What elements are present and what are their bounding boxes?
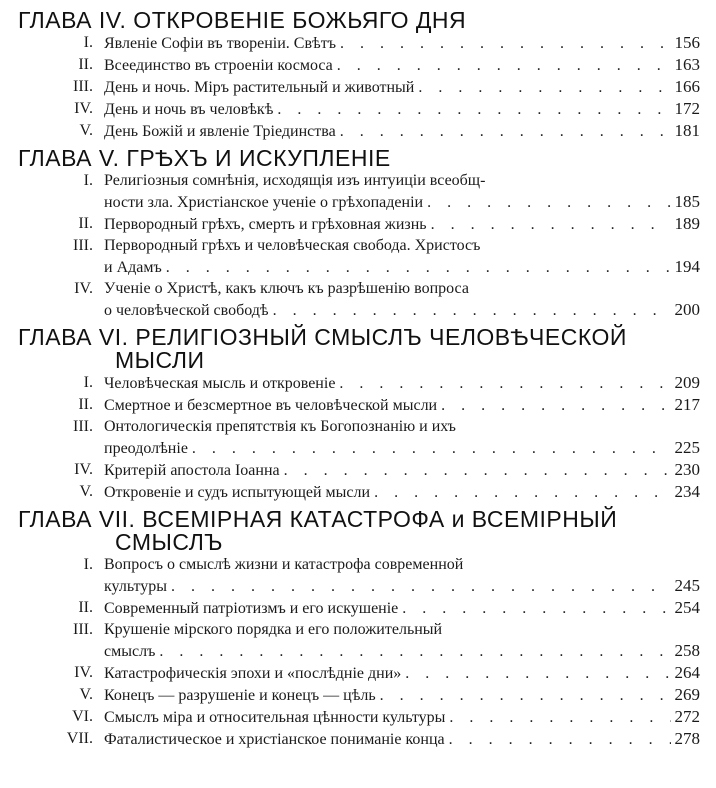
- leader-dots: [405, 663, 670, 684]
- entry-number: VI.: [72, 708, 93, 725]
- toc-entry: [0, 684, 716, 706]
- entry-title: Фаталистическое и христіанское пониманіе конца: [104, 731, 445, 748]
- chapter-7: [0, 503, 716, 750]
- leader-dots: [427, 192, 670, 213]
- chapter-heading: ГЛАВА VII. ВСЕМІРНАЯ КАТАСТРОФА и ВСЕМІРНЫЙ: [18, 506, 618, 532]
- entry-title: Конецъ — разрушеніе и конецъ — цѣль: [104, 687, 376, 704]
- entry-title: Современный патріотизмъ и его искушеніе: [104, 600, 399, 617]
- page-number: 258: [674, 641, 700, 660]
- toc-entry: [0, 481, 716, 503]
- page-number: 217: [674, 395, 700, 414]
- toc-entry: [0, 416, 716, 459]
- page-number: 269: [674, 685, 700, 704]
- toc-entry: [0, 278, 716, 321]
- page-number: 245: [674, 576, 700, 595]
- page-number: 181: [674, 121, 700, 140]
- entry-number: I.: [83, 556, 93, 573]
- chapter-heading: ГЛАВА IV. ОТКРОВЕНІЕ БОЖЬЯГО ДНЯ: [18, 7, 467, 33]
- entry-title: Человѣческая мысль и откровеніе: [104, 375, 336, 392]
- entry-number: III.: [73, 78, 93, 95]
- page-number: 200: [674, 300, 700, 319]
- leader-dots: [159, 641, 670, 662]
- leader-dots: [277, 99, 670, 120]
- entry-title: День и ночь. Міръ растительный и животный: [104, 79, 415, 96]
- entry-number: IV.: [74, 461, 93, 478]
- leader-dots: [339, 373, 670, 394]
- leader-dots: [340, 33, 671, 54]
- toc-entry: [0, 54, 716, 76]
- toc-entry: [0, 372, 716, 394]
- entry-title: Онтологическія препятствія къ Богопознанію и ихъ: [104, 418, 456, 435]
- toc-entry: [0, 597, 716, 619]
- leader-dots: [374, 482, 670, 503]
- page-number: 185: [674, 192, 700, 211]
- page-number: 230: [674, 460, 700, 479]
- toc-entry: [0, 98, 716, 120]
- page-number: 234: [674, 482, 700, 501]
- toc-entry: [0, 459, 716, 481]
- toc-entry: [0, 213, 716, 235]
- leader-dots: [192, 438, 671, 459]
- entry-number: IV.: [74, 664, 93, 681]
- leader-dots: [166, 257, 671, 278]
- entry-title: Всеединство въ строеніи космоса: [104, 57, 333, 74]
- entry-title: Религіозныя сомнѣнія, исходящія изъ интуиціи всеобщ-: [104, 172, 486, 189]
- entry-title: Смыслъ міра и относительная цѣнности культуры: [104, 709, 446, 726]
- entry-number: I.: [83, 34, 93, 51]
- entry-number: V.: [79, 686, 93, 703]
- page-number: 163: [674, 55, 700, 74]
- entry-title: День Божій и явленіе Тріединства: [104, 123, 336, 140]
- entry-number: II.: [78, 599, 93, 616]
- chapter-heading-cont: СМЫСЛЪ: [115, 529, 224, 555]
- page-number: 166: [674, 77, 700, 96]
- entry-number: V.: [79, 122, 93, 139]
- entry-title-cont: и Адамъ: [104, 259, 162, 276]
- page-number: 194: [674, 257, 700, 276]
- leader-dots: [449, 707, 670, 728]
- page-number: 272: [674, 707, 700, 726]
- entry-number: VII.: [66, 730, 93, 747]
- page-number: 156: [674, 33, 700, 52]
- entry-title-cont: ности зла. Христіанское ученіе о грѣхопаденіи: [104, 194, 424, 211]
- toc-entry: [0, 76, 716, 98]
- leader-dots: [402, 598, 670, 619]
- leader-dots: [284, 460, 671, 481]
- toc-entry: [0, 728, 716, 750]
- entry-number: IV.: [74, 280, 93, 297]
- entry-number: IV.: [74, 100, 93, 117]
- entry-title: Крушеніе мірского порядка и его положительный: [104, 621, 443, 638]
- entry-title: Первородный грѣхъ и человѣческая свобода. Христосъ: [104, 237, 481, 254]
- page-number: 278: [674, 729, 700, 748]
- leader-dots: [418, 77, 670, 98]
- leader-dots: [449, 729, 671, 750]
- page-number: 254: [674, 598, 700, 617]
- leader-dots: [337, 55, 671, 76]
- chapter-6: [0, 321, 716, 503]
- leader-dots: [441, 395, 670, 416]
- entry-title: Критерій апостола Іоанна: [104, 462, 280, 479]
- page-number: 172: [674, 99, 700, 118]
- leader-dots: [273, 300, 671, 321]
- entry-title: День и ночь въ человѣкѣ: [104, 101, 274, 118]
- entry-title: Вопросъ о смыслѣ жизни и катастрофа современной: [104, 556, 464, 573]
- entry-title: Катастрофическія эпохи и «послѣдніе дни»: [104, 665, 402, 682]
- entry-title-cont: культуры: [104, 578, 168, 595]
- chapter-heading: ГЛАВА VI. РЕЛИГІОЗНЫЙ СМЫСЛЪ ЧЕЛОВѢЧЕСКОЙ: [18, 324, 627, 350]
- toc-entry: [0, 619, 716, 662]
- entry-title-cont: смыслъ: [104, 643, 156, 660]
- toc-entry: [0, 32, 716, 54]
- entry-title: Первородный грѣхъ, смерть и грѣховная жизнь: [104, 216, 427, 233]
- entry-number: I.: [83, 374, 93, 391]
- leader-dots: [340, 121, 671, 142]
- page-number: 209: [674, 373, 700, 392]
- page-number: 189: [674, 214, 700, 233]
- entry-number: II.: [78, 56, 93, 73]
- entry-number: II.: [78, 396, 93, 413]
- entry-title-cont: преодолѣніе: [104, 440, 188, 457]
- entry-title: Ученіе о Христѣ, какъ ключъ къ разрѣшенію вопроса: [104, 280, 469, 297]
- entry-title: Явленіе Софіи въ твореніи. Свѣтъ: [104, 35, 336, 52]
- toc-entry: [0, 554, 716, 597]
- toc-entry: [0, 170, 716, 213]
- entry-number: III.: [73, 621, 93, 638]
- chapter-4: [0, 0, 716, 142]
- chapter-heading-cont: МЫСЛИ: [115, 347, 205, 373]
- chapter-5: [0, 142, 716, 321]
- toc-entry: [0, 394, 716, 416]
- chapter-heading: ГЛАВА V. ГРѢХЪ И ИСКУПЛЕНІЕ: [18, 145, 391, 171]
- entry-number: V.: [79, 483, 93, 500]
- entry-number: I.: [83, 172, 93, 189]
- toc-entry: [0, 706, 716, 728]
- entry-number: III.: [73, 237, 93, 254]
- toc-entry: [0, 662, 716, 684]
- toc-entry: [0, 120, 716, 142]
- leader-dots: [171, 576, 670, 597]
- entry-number: III.: [73, 418, 93, 435]
- leader-dots: [431, 214, 671, 235]
- entry-title: Откровеніе и судъ испытующей мысли: [104, 484, 371, 501]
- entry-number: II.: [78, 215, 93, 232]
- page-number: 264: [674, 663, 700, 682]
- page-number: 225: [674, 438, 700, 457]
- toc-entry: [0, 235, 716, 278]
- entry-title-cont: о человѣческой свободѣ: [104, 302, 269, 319]
- leader-dots: [380, 685, 671, 706]
- entry-title: Смертное и безсмертное въ человѣческой мысли: [104, 397, 438, 414]
